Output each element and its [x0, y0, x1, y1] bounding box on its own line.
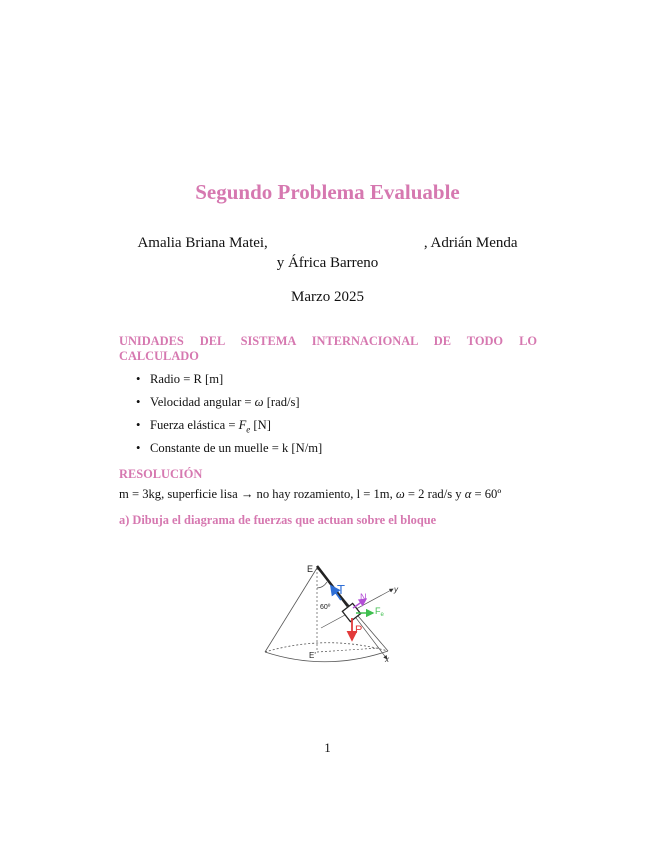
- base-center-label: E': [309, 651, 316, 660]
- normal-label: N: [360, 592, 367, 602]
- list-item: [136, 439, 322, 462]
- authors: [0, 233, 655, 273]
- author-1: Amalia Briana Matei,: [137, 235, 268, 251]
- unit-radius: Radio = R [m]: [150, 372, 224, 386]
- units-list: [136, 370, 322, 462]
- omega-symbol: ω: [395, 487, 405, 501]
- force-subscript: e: [246, 424, 251, 435]
- y-axis-label: y: [394, 585, 398, 594]
- cone-left-edge: [265, 568, 317, 652]
- givens-text-a: m = 3kg, superficie lisa → no hay rozamiento, l = 1m,: [119, 487, 396, 501]
- tension-label: T: [337, 582, 345, 597]
- unit-force-label: Fuerza elástica =: [150, 418, 239, 432]
- date: Marzo 2025: [291, 289, 364, 305]
- page-number: 1: [324, 740, 331, 755]
- list-item: [136, 393, 322, 416]
- unit-omega-label: Velocidad angular =: [150, 395, 255, 409]
- unit-force-unit: [N]: [250, 418, 271, 432]
- list-item: [136, 416, 322, 439]
- weight-label: P: [355, 624, 363, 636]
- alpha-symbol: α: [464, 487, 472, 501]
- author-2: , Adrián Menda: [423, 235, 518, 251]
- omega-symbol: ω: [254, 395, 264, 409]
- x-axis-label: x: [385, 655, 389, 664]
- apex-label: E: [307, 564, 314, 574]
- cone-base-front: [265, 651, 388, 662]
- given-data: [119, 487, 501, 502]
- units-section-heading: UNIDADES DEL SISTEMA INTERNACIONAL DE TODO LO CALCULADO: [119, 334, 537, 363]
- angle-arc: [317, 582, 327, 588]
- resolution-heading: RESOLUCIÓN: [119, 467, 203, 481]
- cone-base-back: [265, 643, 388, 652]
- unit-spring: Constante de un muelle = k [N/m]: [150, 441, 323, 455]
- force-symbol: F: [238, 418, 247, 432]
- givens-text-b: = 2 rad/s y: [404, 487, 465, 501]
- angle-label: 60º: [320, 604, 331, 611]
- force-diagram: [225, 548, 420, 670]
- page-title: Segundo Problema Evaluable: [195, 180, 460, 204]
- unit-omega-unit: [rad/s]: [263, 395, 300, 409]
- question-a: a) Dibuja el diagrama de fuerzas que actuan sobre el bloque: [119, 513, 437, 527]
- elastic-label: $F_e$: [375, 606, 384, 618]
- list-item: [136, 370, 322, 393]
- base-radius: [317, 648, 379, 652]
- author-3: y África Barreno: [276, 255, 379, 271]
- givens-text-c: = 60º: [471, 487, 502, 501]
